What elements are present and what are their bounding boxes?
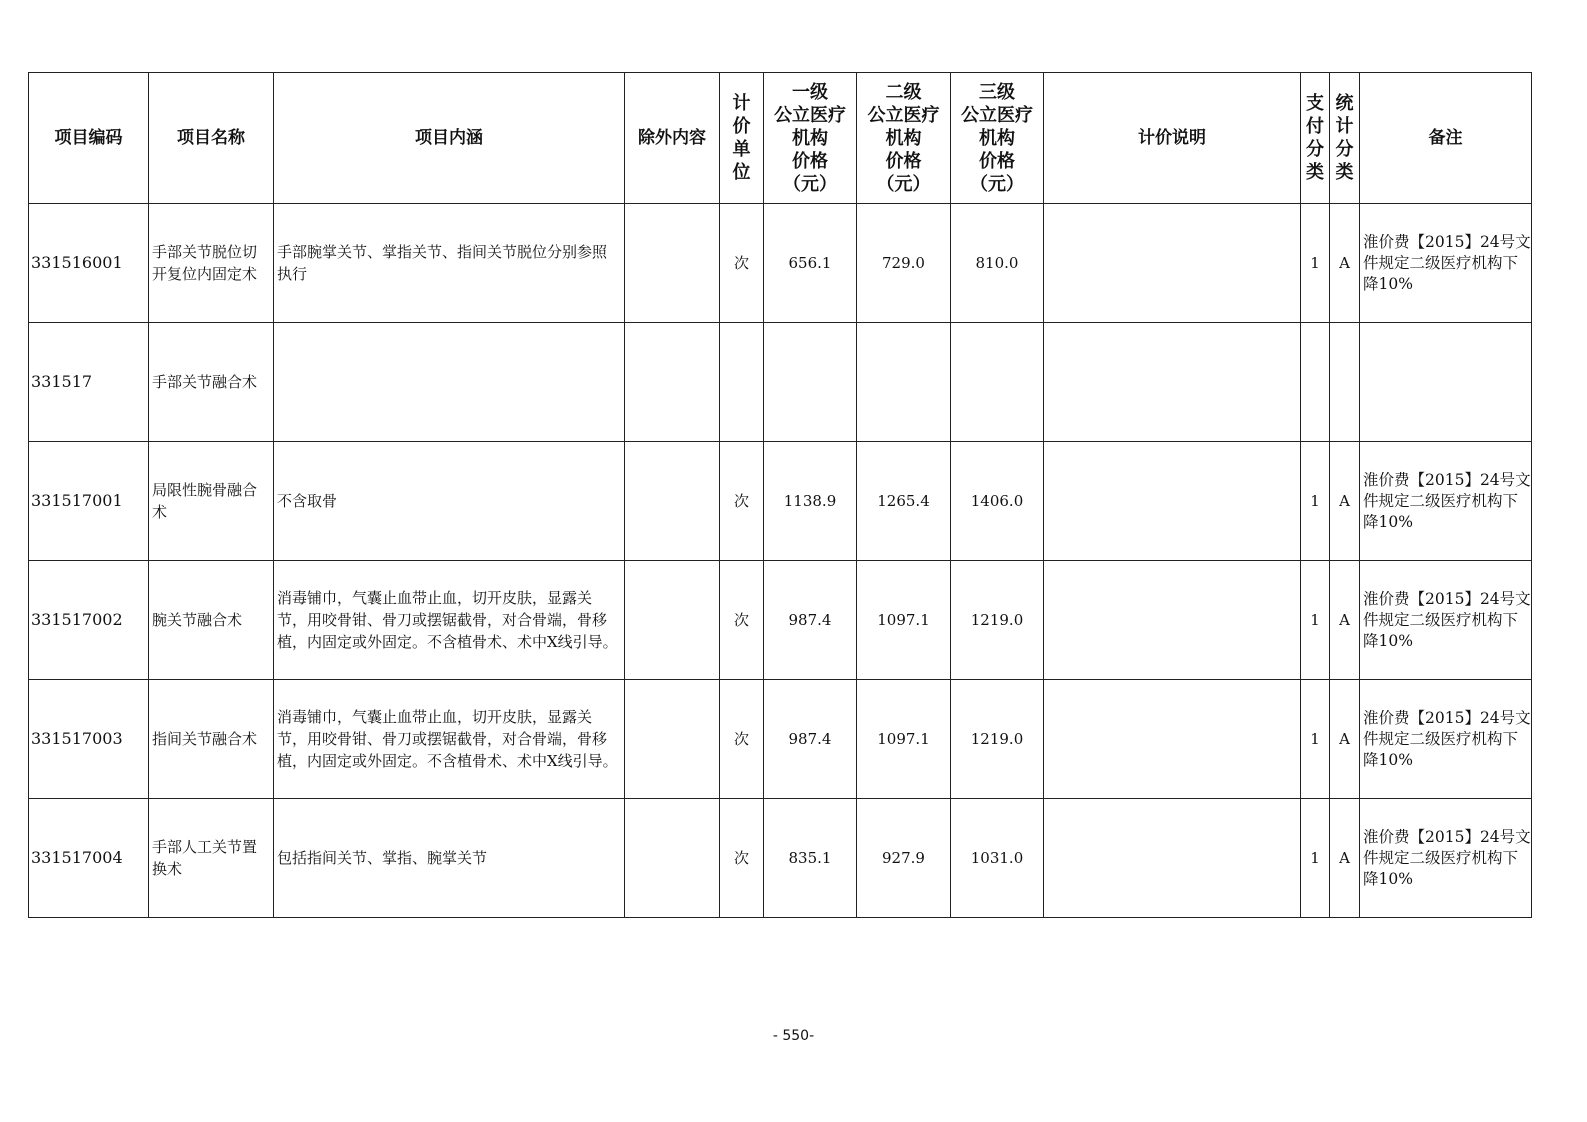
cell-name: 腕关节融合术 <box>149 561 274 680</box>
cell-price-level1: 987.4 <box>764 561 857 680</box>
cell-name: 指间关节融合术 <box>149 680 274 799</box>
cell-stat-category: A <box>1330 561 1360 680</box>
cell-price-level1 <box>764 323 857 442</box>
cell-unit: 次 <box>720 799 764 918</box>
cell-price-level3: 1219.0 <box>951 561 1044 680</box>
header-content: 项目内涵 <box>274 73 625 204</box>
cell-price-level1: 987.4 <box>764 680 857 799</box>
cell-price-level2 <box>857 323 951 442</box>
cell-code: 331517002 <box>29 561 149 680</box>
price-table <box>28 72 1532 918</box>
cell-note: 淮价费【2015】24号文件规定二级医疗机构下降10% <box>1360 799 1532 918</box>
cell-code: 331517001 <box>29 442 149 561</box>
cell-pay-category: 1 <box>1301 442 1330 561</box>
cell-excluded <box>625 442 720 561</box>
table-row <box>29 442 1532 561</box>
header-excluded: 除外内容 <box>625 73 720 204</box>
cell-content <box>274 323 625 442</box>
table-row <box>29 680 1532 799</box>
cell-stat-category: A <box>1330 680 1360 799</box>
header-price-level1: 一级 公立医疗 机构 价格 （元） <box>764 73 857 204</box>
cell-content: 手部腕掌关节、掌指关节、指间关节脱位分别参照执行 <box>274 204 625 323</box>
cell-price-level3: 1219.0 <box>951 680 1044 799</box>
cell-unit: 次 <box>720 442 764 561</box>
cell-price-level2: 1265.4 <box>857 442 951 561</box>
table-row <box>29 799 1532 918</box>
cell-stat-category <box>1330 323 1360 442</box>
cell-note <box>1360 323 1532 442</box>
header-explain: 计价说明 <box>1044 73 1301 204</box>
cell-explain <box>1044 799 1301 918</box>
cell-stat-category: A <box>1330 204 1360 323</box>
cell-price-level3 <box>951 323 1044 442</box>
page-number: - 550- <box>772 1028 815 1044</box>
cell-price-level1: 656.1 <box>764 204 857 323</box>
cell-content: 消毒铺巾，气囊止血带止血，切开皮肤，显露关节，用咬骨钳、骨刀或摆锯截骨，对合骨端，骨移植，内固定或外固定。不含植骨术、术中X线引导。 <box>274 680 625 799</box>
cell-unit: 次 <box>720 204 764 323</box>
cell-note: 淮价费【2015】24号文件规定二级医疗机构下降10% <box>1360 680 1532 799</box>
cell-excluded <box>625 799 720 918</box>
cell-code: 331517004 <box>29 799 149 918</box>
cell-name: 局限性腕骨融合术 <box>149 442 274 561</box>
header-unit: 计 价 单 位 <box>720 73 764 204</box>
header-pay-category: 支 付 分 类 <box>1301 73 1330 204</box>
table-header-row <box>29 73 1532 204</box>
cell-excluded <box>625 561 720 680</box>
cell-note: 淮价费【2015】24号文件规定二级医疗机构下降10% <box>1360 561 1532 680</box>
table-row <box>29 323 1532 442</box>
cell-explain <box>1044 561 1301 680</box>
cell-content: 包括指间关节、掌指、腕掌关节 <box>274 799 625 918</box>
cell-content: 不含取骨 <box>274 442 625 561</box>
cell-price-level1: 835.1 <box>764 799 857 918</box>
cell-excluded <box>625 323 720 442</box>
cell-code: 331517 <box>29 323 149 442</box>
cell-stat-category: A <box>1330 442 1360 561</box>
header-name: 项目名称 <box>149 73 274 204</box>
cell-explain <box>1044 680 1301 799</box>
cell-note: 淮价费【2015】24号文件规定二级医疗机构下降10% <box>1360 204 1532 323</box>
cell-pay-category: 1 <box>1301 561 1330 680</box>
cell-pay-category: 1 <box>1301 680 1330 799</box>
cell-name: 手部关节融合术 <box>149 323 274 442</box>
table-row <box>29 561 1532 680</box>
cell-note: 淮价费【2015】24号文件规定二级医疗机构下降10% <box>1360 442 1532 561</box>
table-row <box>29 204 1532 323</box>
cell-price-level3: 1406.0 <box>951 442 1044 561</box>
cell-content: 消毒铺巾，气囊止血带止血，切开皮肤，显露关节，用咬骨钳、骨刀或摆锯截骨，对合骨端，骨移植，内固定或外固定。不含植骨术、术中X线引导。 <box>274 561 625 680</box>
cell-code: 331517003 <box>29 680 149 799</box>
cell-excluded <box>625 680 720 799</box>
cell-name: 手部人工关节置换术 <box>149 799 274 918</box>
cell-unit: 次 <box>720 680 764 799</box>
cell-explain <box>1044 204 1301 323</box>
cell-pay-category: 1 <box>1301 204 1330 323</box>
cell-name: 手部关节脱位切开复位内固定术 <box>149 204 274 323</box>
header-stat-category: 统 计 分 类 <box>1330 73 1360 204</box>
cell-excluded <box>625 204 720 323</box>
header-note: 备注 <box>1360 73 1532 204</box>
header-price-level3: 三级 公立医疗 机构 价格 （元） <box>951 73 1044 204</box>
cell-pay-category <box>1301 323 1330 442</box>
cell-price-level2: 1097.1 <box>857 680 951 799</box>
header-code: 项目编码 <box>29 73 149 204</box>
cell-stat-category: A <box>1330 799 1360 918</box>
cell-unit <box>720 323 764 442</box>
header-price-level2: 二级 公立医疗 机构 价格 （元） <box>857 73 951 204</box>
cell-price-level3: 810.0 <box>951 204 1044 323</box>
cell-price-level2: 927.9 <box>857 799 951 918</box>
cell-unit: 次 <box>720 561 764 680</box>
cell-code: 331516001 <box>29 204 149 323</box>
price-table-sheet <box>28 72 1531 918</box>
cell-price-level1: 1138.9 <box>764 442 857 561</box>
cell-explain <box>1044 442 1301 561</box>
cell-explain <box>1044 323 1301 442</box>
cell-price-level3: 1031.0 <box>951 799 1044 918</box>
cell-price-level2: 1097.1 <box>857 561 951 680</box>
cell-pay-category: 1 <box>1301 799 1330 918</box>
cell-price-level2: 729.0 <box>857 204 951 323</box>
